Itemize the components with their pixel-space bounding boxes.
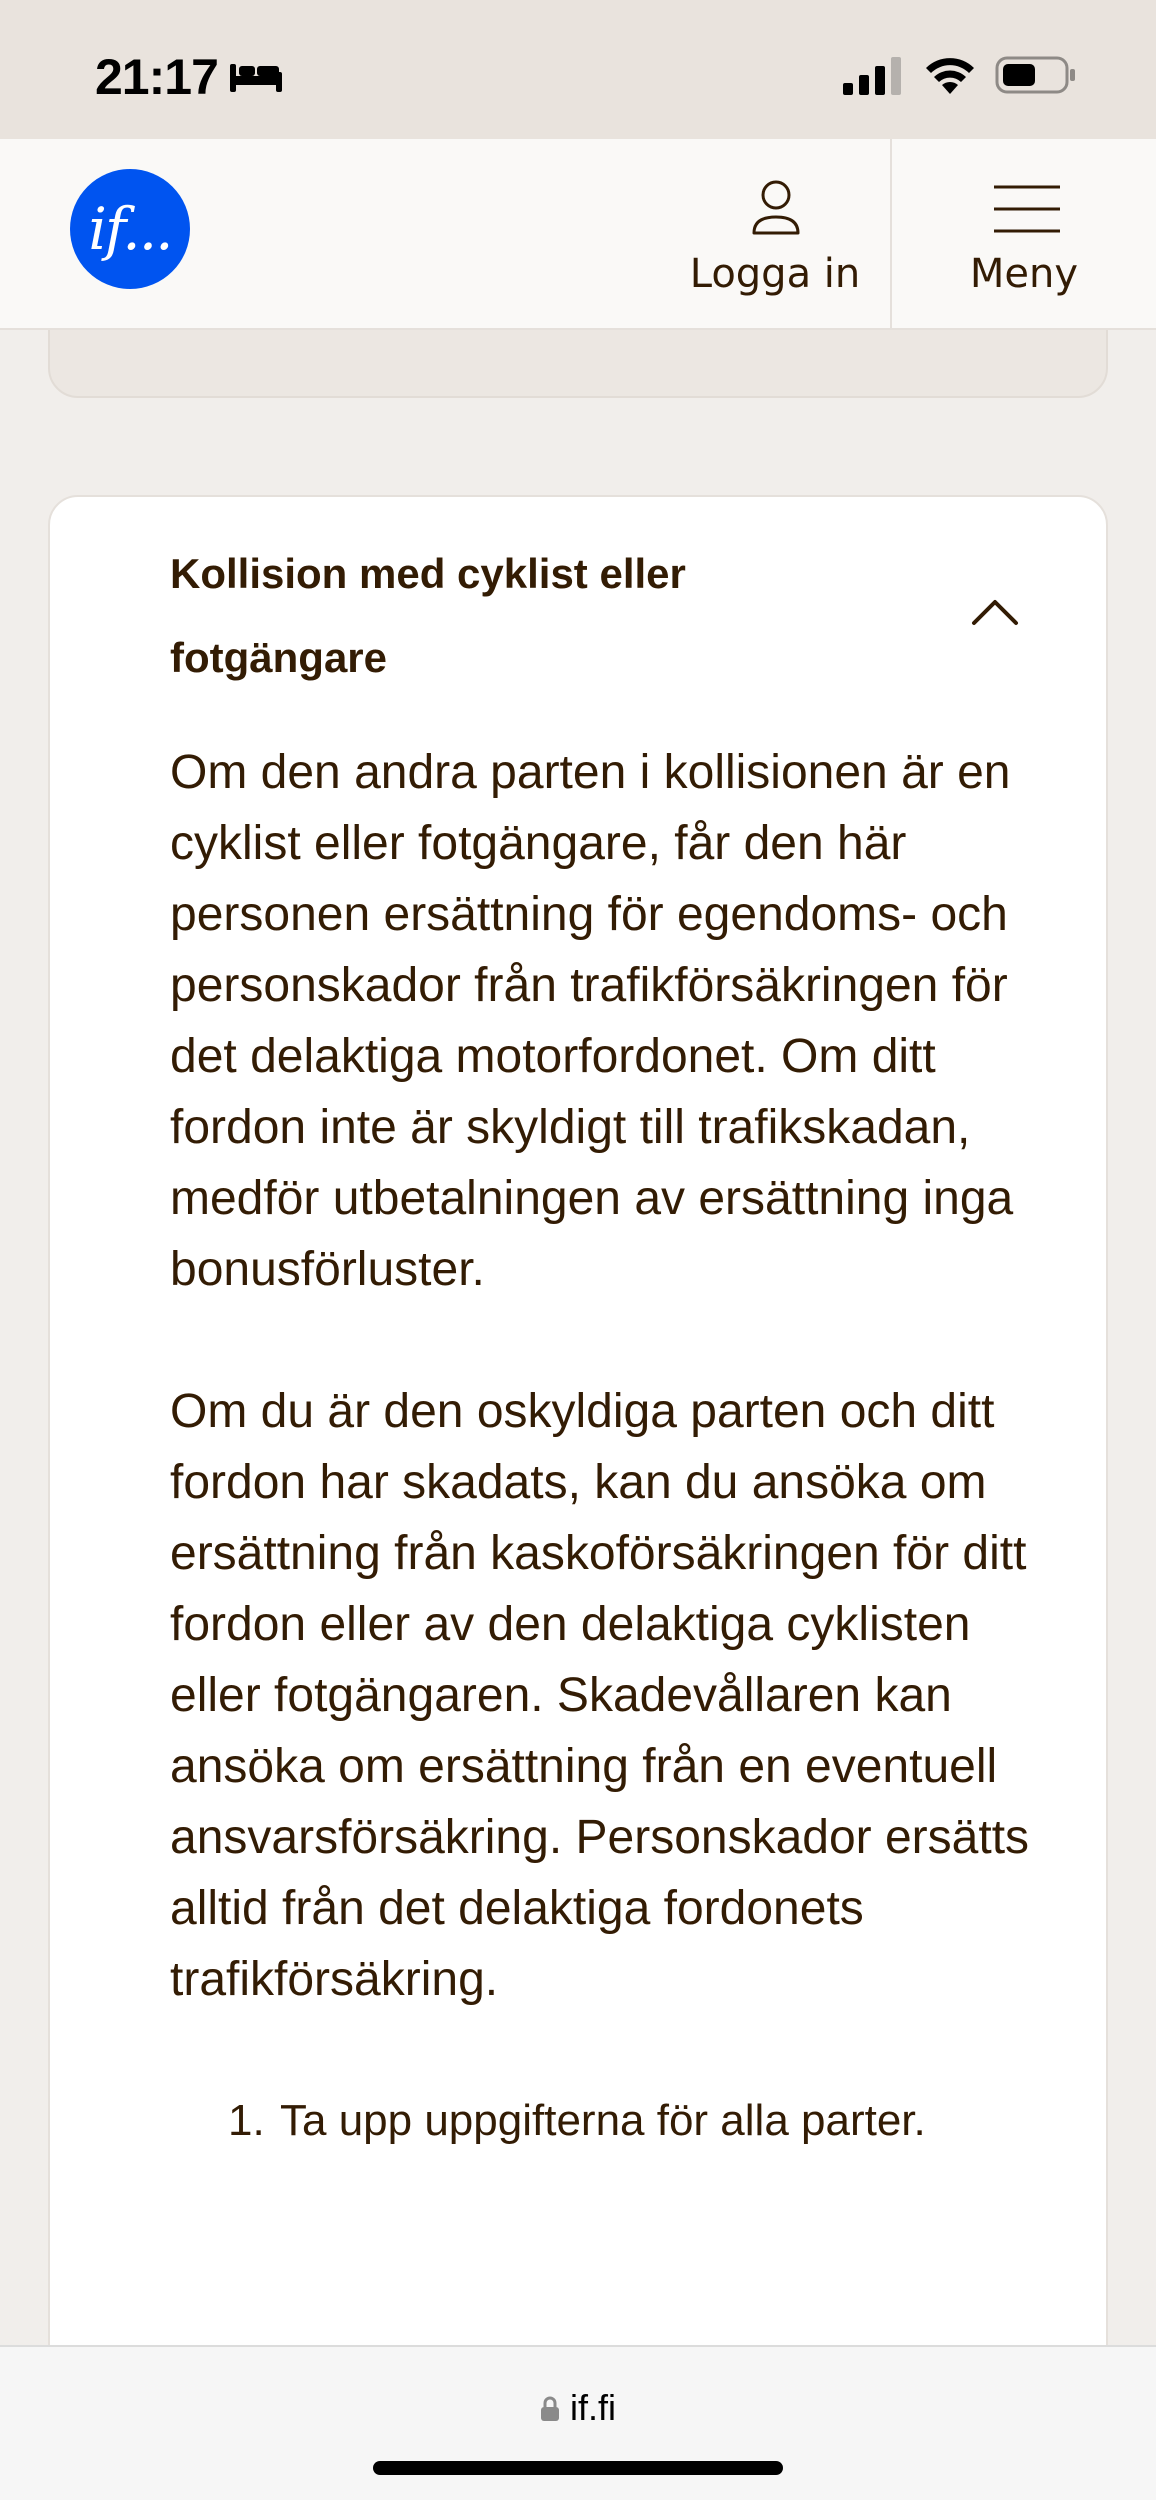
battery-icon: [995, 55, 1077, 95]
person-icon: [740, 173, 812, 245]
bed-icon: [228, 58, 284, 94]
lock-icon: [540, 2396, 560, 2422]
menu-label: Meny: [969, 251, 1079, 297]
login-button[interactable]: [660, 139, 892, 328]
step-text: Ta upp uppgifterna för alla parter.: [280, 2096, 926, 2145]
if-logo[interactable]: if...: [70, 169, 190, 289]
url-text: if.fi: [569, 2387, 616, 2428]
site-header: [0, 139, 1156, 330]
accordion-title: Kollision med cyklist eller fotgängare: [170, 550, 686, 681]
menu-button[interactable]: [892, 139, 1156, 328]
status-bar: [0, 0, 1156, 139]
browser-bottom-bar: [0, 2345, 1156, 2500]
signal-icon: [843, 57, 903, 95]
step-number: 1.: [228, 2096, 265, 2145]
steps-list: [170, 2086, 1050, 2156]
login-label: Logga in: [689, 251, 861, 297]
step-item: [170, 2086, 1050, 2156]
status-time: 21:17: [95, 49, 218, 105]
accordion-header[interactable]: [170, 532, 970, 700]
accordion-body: [170, 737, 1050, 2156]
body-paragraph-2: Om du är den oskyldiga parten och ditt fordon har skadats, kan du ansöka om ersättning från kaskoförsäkringen för ditt fordon eller av den delaktiga cyklisten eller fotgängaren. Skadevållaren kan ansöka om ersättning från en eventuell ansvarsförsäkring. Personskador ersätts alltid från det delaktiga fordonets trafikförsäkring.: [170, 1385, 1030, 2006]
home-indicator: [373, 2461, 783, 2475]
accordion-card: [48, 495, 1108, 2395]
body-paragraph-1: Om den andra parten i kollisionen är en cyklist eller fotgängare, får den här personen ersättning för egendoms- och personskador från trafikförsäkringen för det delaktiga motorfordonet. Om ditt fordon inte är skyldigt till trafikskadan, medför utbetalningen av ersättning inga bonusförluster.: [170, 746, 1014, 1296]
address-bar[interactable]: [0, 2387, 1156, 2429]
chevron-up-icon[interactable]: [970, 597, 1020, 627]
wifi-icon: [924, 54, 976, 96]
hamburger-menu-icon: [992, 179, 1062, 239]
